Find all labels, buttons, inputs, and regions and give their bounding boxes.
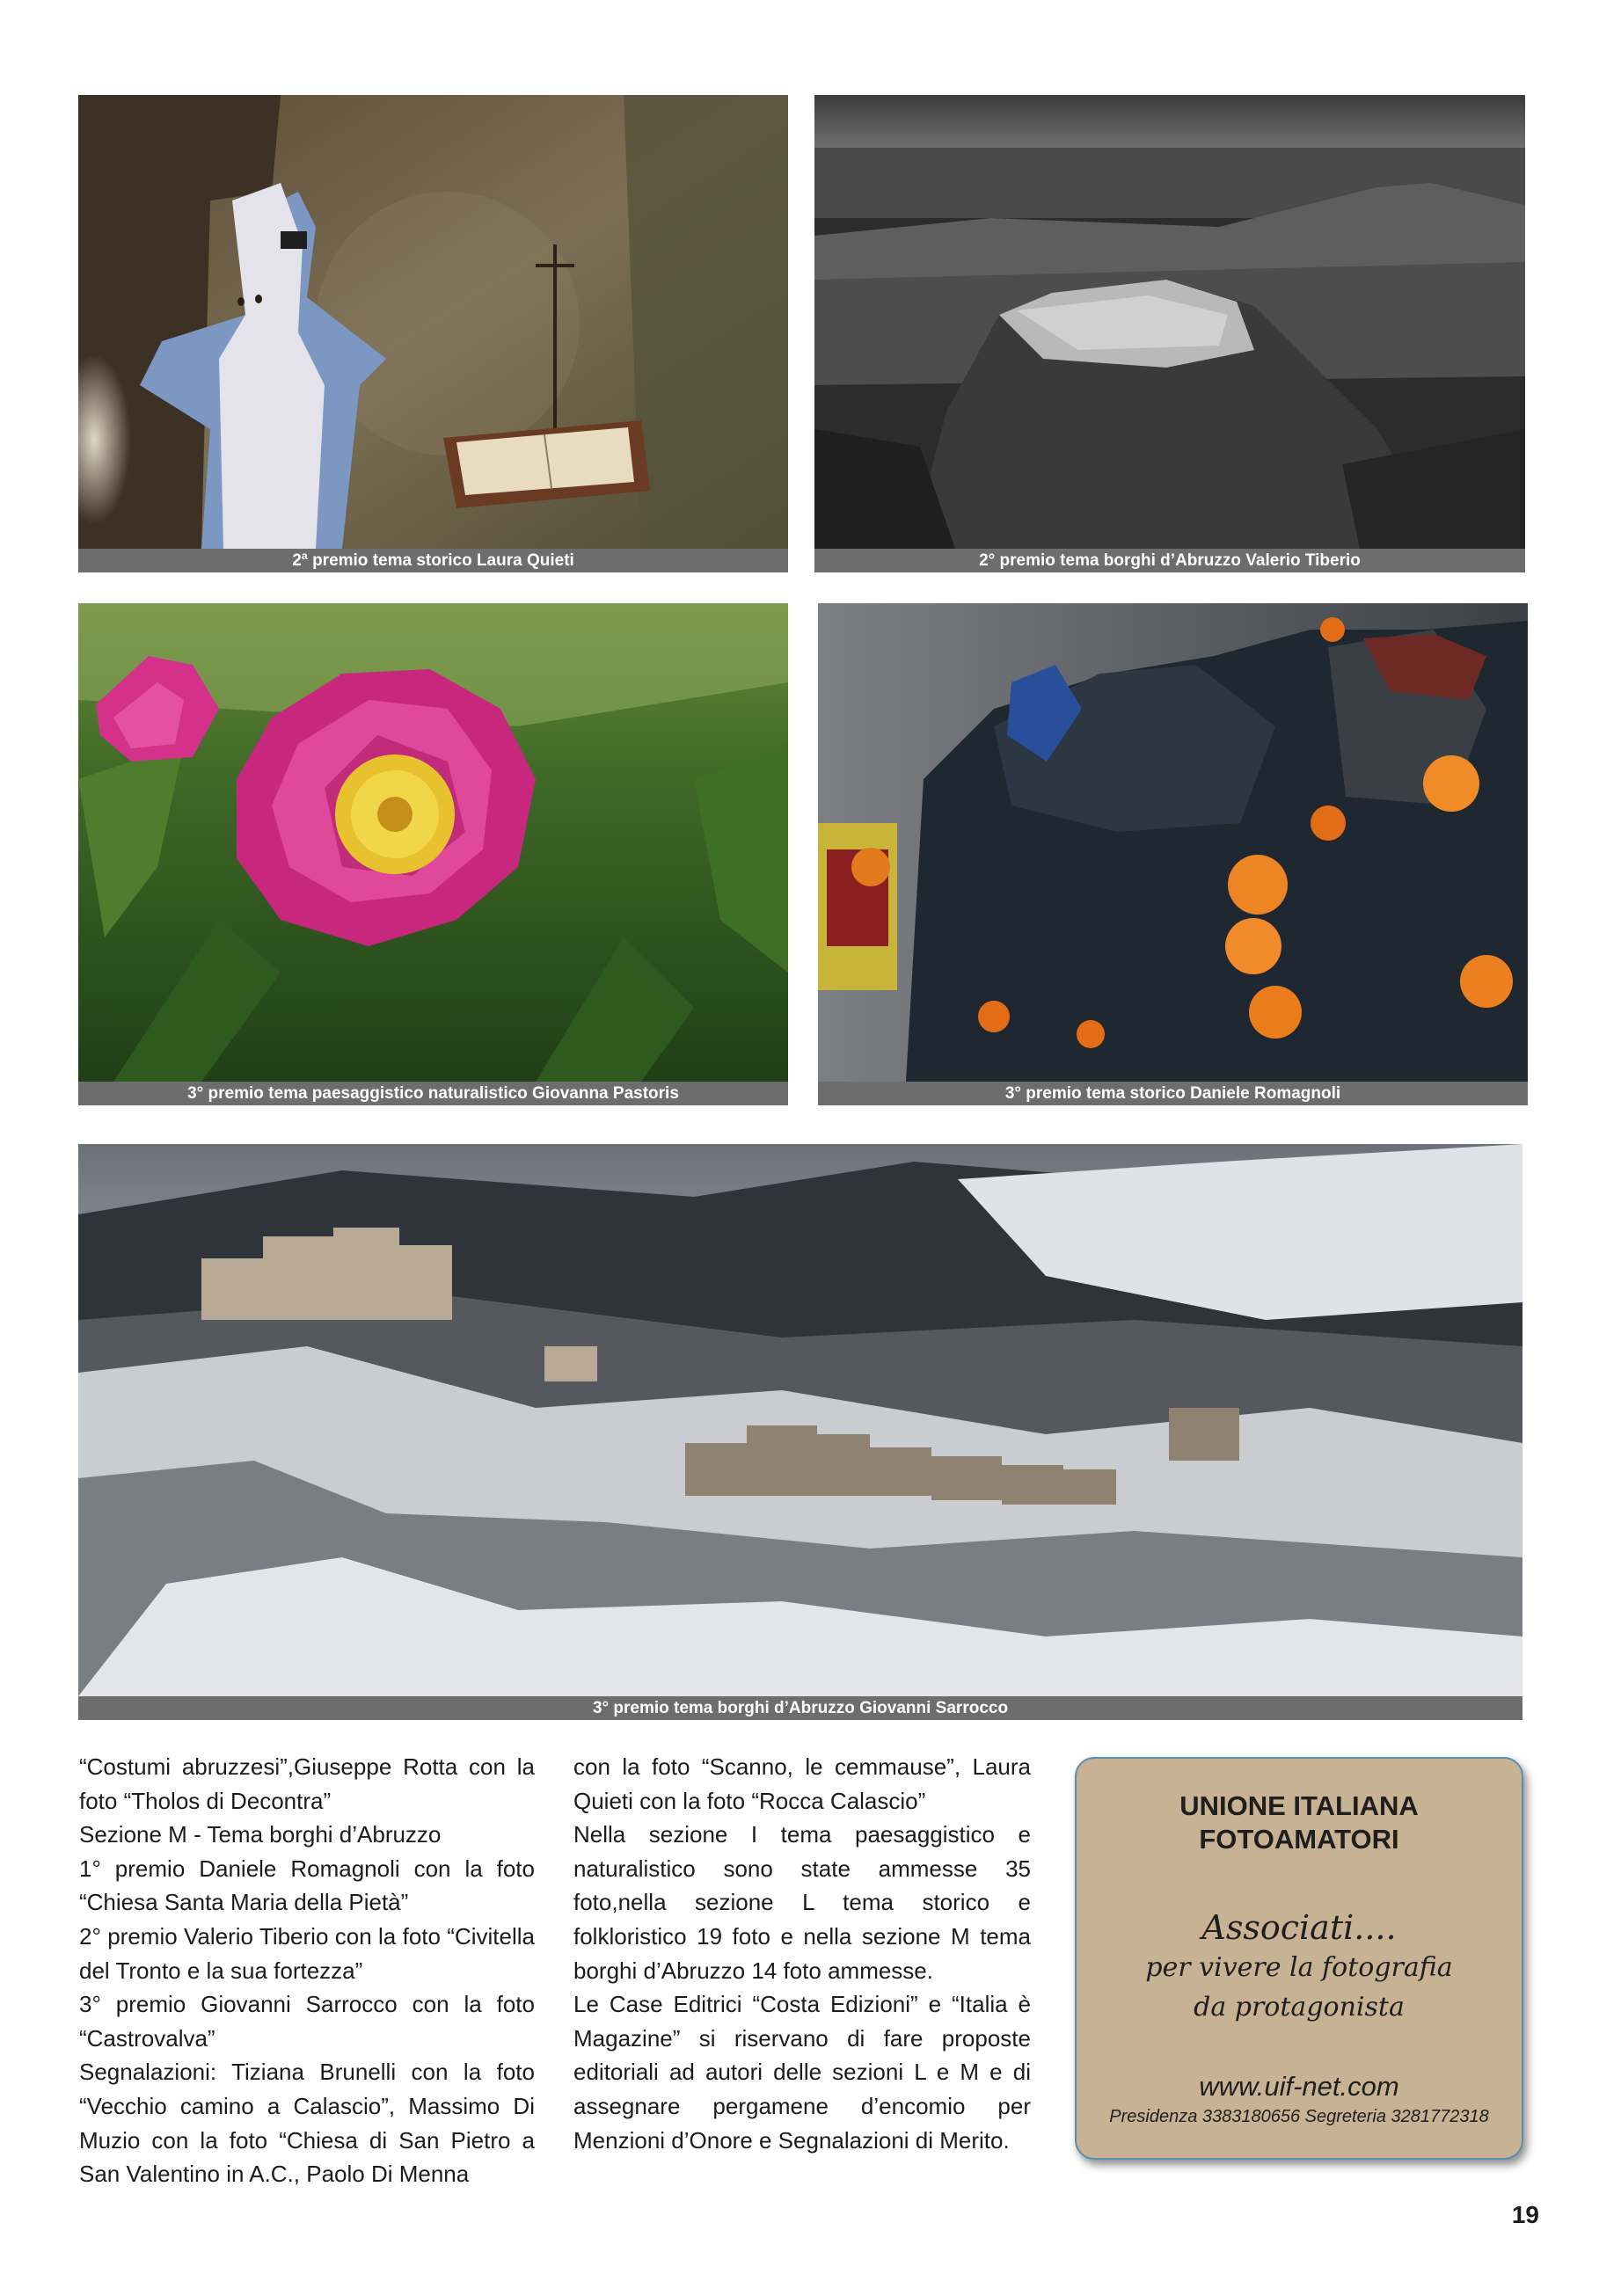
photo-orange-battle [818,603,1528,1082]
photo-hooded-figure [78,95,788,549]
photo-pink-peony [78,603,788,1082]
section-heading: Sezione M - Tema borghi d’Abruzzo [79,1821,442,1848]
photo-hilltop-town [814,95,1525,549]
photo-caption: 3° premio tema paesaggistico naturalistico Giovanna Pastoris [78,1082,788,1105]
uif-advert-box [1075,1757,1523,2160]
page-number: 19 [1511,2201,1539,2228]
photo-caption: 3° premio tema borghi d’Abruzzo Giovanni Sarrocco [78,1696,1522,1720]
photo-caption: 2° premio tema borghi d’Abruzzo Valerio Tiberio [814,549,1525,572]
paragraph: 1° premio Daniele Romagnoli con la foto “Chiesa Santa Maria della Pietà” [79,1855,535,1916]
paragraph: con la foto “Scanno, le cemmause”, Laura Quieti con la foto “Rocca Calascio” [573,1753,1031,1814]
ad-contacts: Presidenza 3383180656 Segreteria 3281772318 [1109,2107,1489,2126]
paragraph: Nella sezione I tema paesaggistico e naturalistico sono state ammesse 35 foto,nella sezione L tema storico e folkloristico 19 foto e nella sezione M tema borghi d’Abruzzo 14 foto ammesse. [573,1821,1031,1984]
paragraph: 2° premio Valerio Tiberio con la foto “Civitella del Tronto e la sua fortezza” [79,1922,535,1984]
photo-snowy-village [78,1144,1522,1696]
article-column-left [79,1750,535,2191]
article-column-middle [573,1750,1031,2157]
ad-title: UNIONE ITALIANA FOTOAMATORI [1179,1790,1419,1855]
paragraph: Segnalazioni: Tiziana Brunelli con la foto “Vecchio camino a Calascio”, Massimo Di Muzio con la foto “Chiesa di San Pietro a San Valentino in A.C., Paolo Di Menna [79,2059,535,2188]
ad-slogan: Associati.... per vivere la fotografia da protagonista [1145,1908,1453,2023]
photo-caption: 2ª premio tema storico Laura Quieti [78,549,788,572]
paragraph: Le Case Editrici “Costa Edizioni” e “Italia è Magazine” si riservano di fare proposte editoriali ad autori delle sezioni L e M e di assegnare pergamene d’encomio per Menzioni d’Onore e Segnalazioni di Merito. [573,1991,1031,2154]
photo-caption: 3° premio tema storico Daniele Romagnoli [818,1082,1528,1105]
paragraph: 3° premio Giovanni Sarrocco con la foto “Castrovalva” [79,1991,535,2052]
ad-website-link[interactable]: www.uif-net.com [1199,2071,1399,2102]
paragraph: “Costumi abruzzesi”,Giuseppe Rotta con la foto “Tholos di Decontra” [79,1753,535,1814]
